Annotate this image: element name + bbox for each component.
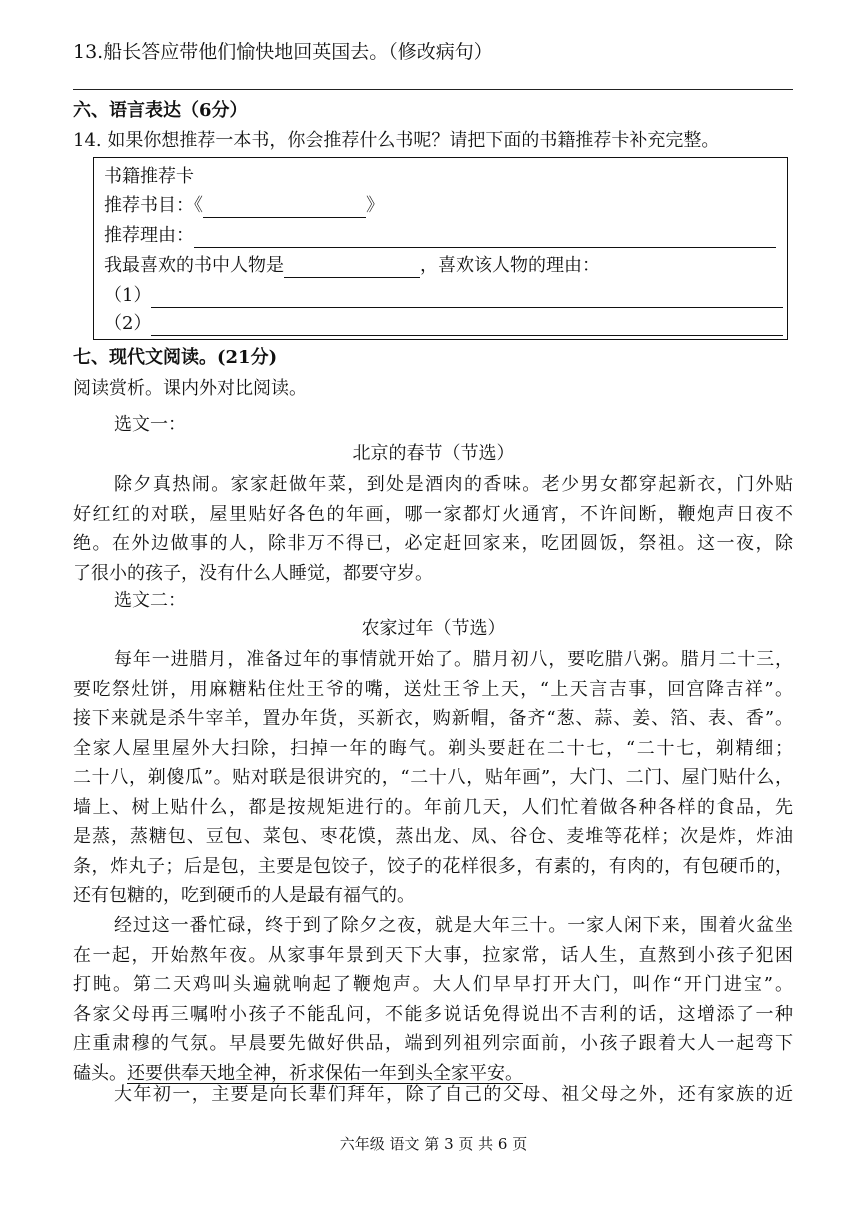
underlined-sentence: 还要供奉天地全神，祈求保佑一年到头全家平安。: [127, 1062, 523, 1084]
question-13: 13.船长答应带他们愉快地回英国去。（修改病句）: [73, 41, 493, 63]
passage-2-line: 接下来就是杀牛宰羊，置办年货，买新衣，购新帽，备齐“葱、蒜、姜、箔、表、香”。: [73, 708, 793, 729]
passage-2-line: 每年一进腊月，准备过年的事情就开始了。腊月初八，要吃腊八粥。腊月二十三，: [114, 649, 793, 670]
passage-1-line: 好红红的对联，屋里贴好各色的年画，哪一家都灯火通宵，不许间断，鞭炮声日夜不: [73, 503, 793, 525]
card-character-row: [104, 254, 600, 278]
card-title: 书籍推荐卡: [104, 166, 194, 187]
card-book-row: [104, 194, 384, 218]
passage-2-line: 庄重肃穆的气氛。早晨要先做好供品，端到列祖列宗面前，小孩子跟着大人一起弯下: [73, 1033, 793, 1054]
passage-2-line: 条，炸丸子；后是包，主要是包饺子，饺子的花样很多，有素的，有肉的，有包硬币的，: [73, 855, 793, 877]
character-blank[interactable]: [284, 259, 420, 278]
passage-2-line: 打盹。第二天鸡叫头遍就响起了鞭炮声。大人们早早打开大门，叫作“开门进宝”。: [73, 974, 793, 995]
reading-intro: 阅读赏析。课内外对比阅读。: [73, 378, 307, 399]
card-item-2: [104, 312, 783, 336]
passage-2-label: 选文二：: [114, 590, 186, 611]
item-1-blank[interactable]: [151, 289, 783, 308]
passage-2-line: 在一起，开始熬年夜。从家事年景到天下大事，拉家常，话人生，直熬到小孩子犯困: [73, 944, 793, 966]
character-prefix: 我最喜欢的书中人物是: [104, 255, 284, 276]
passage-2-para-3: [73, 1080, 793, 1110]
passage-2-line: 要吃祭灶饼，用麻糖粘住灶王爷的嘴，送灶王爷上天，“上天言吉事，回宫降吉祥”。: [73, 678, 793, 700]
reason-label: 推荐理由：: [104, 225, 194, 246]
passage-2-line: 二十八，剃傻瓜”。贴对联是很讲究的，“二十八，贴年画”，大门、二门、屋门贴什么，: [73, 767, 793, 788]
passage-2-line: 墙上、树上贴什么，都是按规矩进行的。年前几天，人们忙着做各种各样的食品，先: [73, 796, 793, 818]
passage-1-label: 选文一：: [114, 414, 186, 435]
book-suffix: 》: [366, 195, 384, 216]
passage-2-line: 全家人屋里屋外大扫除，扫掉一年的晦气。剃头要赶在二十七，“二十七，剃精细；: [73, 737, 793, 759]
passage-2-para-1: [73, 645, 793, 911]
reason-blank[interactable]: [194, 229, 776, 248]
passage-1-line: 除夕真热闹。家家赶做年菜，到处是酒肉的香味。老少男女都穿起新衣，门外贴: [114, 474, 793, 495]
passage-2-para-2: [73, 911, 793, 1088]
passage-2-line: 还有包糖的，吃到硬币的人是最有福气的。: [73, 885, 415, 906]
passage-2-line: 各家父母再三嘱咐小孩子不能乱问，不能多说话免得说出不吉利的话，这增添了一种: [73, 1003, 793, 1025]
passage-2-line: 是蒸，蒸糖包、豆包、菜包、枣花馍，蒸出龙、凤、谷仓、麦堆等花样；次是炸，炸油: [73, 826, 793, 847]
passage-1-title: 北京的春节（节选）: [352, 443, 515, 464]
card-reason-row: [104, 224, 776, 248]
answer-line-q13: [73, 89, 793, 90]
section-7-heading: 七、现代文阅读。(21分): [73, 347, 278, 368]
passage-2-line: 经过这一番忙碌，终于到了除夕之夜，就是大年三十。一家人闲下来，围着火盆坐: [114, 915, 793, 936]
character-suffix: ，喜欢该人物的理由：: [420, 255, 600, 276]
passage-1-line: 绝。在外边做事的人，除非万不得已，必定赶回家来，吃团圆饭，祭祖。这一夜，除: [73, 533, 793, 554]
card-item-1: [104, 284, 783, 308]
section-6-heading: 六、语言表达（6分）: [73, 100, 248, 121]
passage-2-plain: 磕头。: [73, 1062, 127, 1084]
passage-2-title: 农家过年（节选）: [361, 618, 506, 639]
passage-1-body: [73, 470, 793, 588]
item-2-label: （2）: [104, 313, 152, 334]
item-1-label: （1）: [104, 285, 152, 306]
book-prefix: 推荐书目：《: [104, 195, 203, 216]
book-title-blank[interactable]: [203, 199, 366, 218]
question-14: 14. 如果你想推荐一本书，你会推荐什么书呢？请把下面的书籍推荐卡补充完整。: [73, 130, 720, 151]
item-2-blank[interactable]: [151, 317, 783, 336]
page-footer: 六年级 语文 第 3 页 共 6 页: [339, 1135, 528, 1153]
passage-1-line: 了很小的孩子，没有什么人睡觉，都要守岁。: [73, 562, 433, 584]
passage-2-line: 大年初一，主要是向长辈们拜年，除了自己的父母、祖父母之外，还有家族的近: [114, 1084, 793, 1105]
